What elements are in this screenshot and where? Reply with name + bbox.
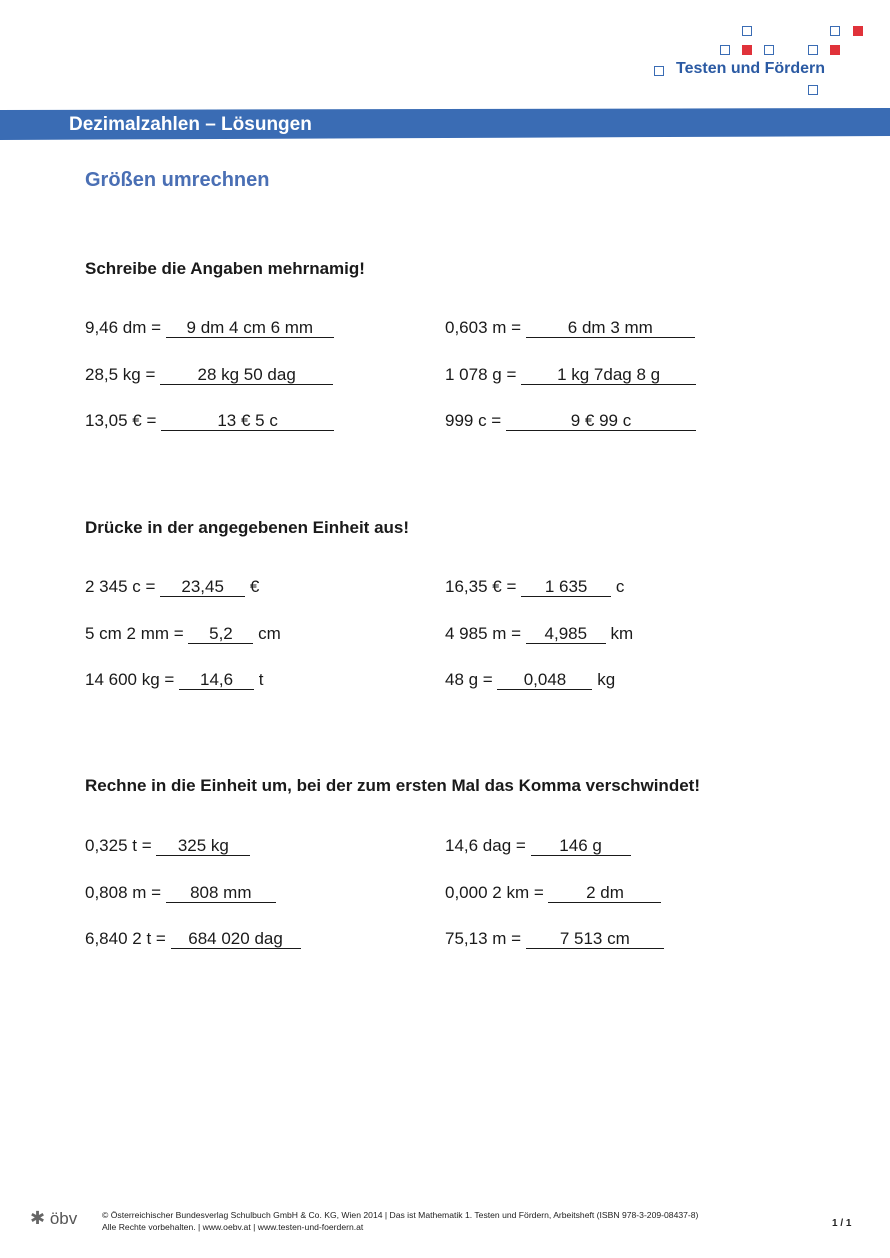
exercise-prompt: 5 cm 2 mm = [85,624,189,643]
exercise-item [445,835,631,857]
unit-label: c [611,577,625,596]
exercise-prompt: 75,13 m = [445,929,526,948]
exercise-item [85,835,250,857]
answer-field: 9 € 99 c [506,411,696,431]
exercise-prompt: 0,603 m = [445,318,526,337]
exercise-item [445,928,664,950]
exercise-prompt: 6,840 2 t = [85,929,171,948]
answer-field: 28 kg 50 dag [160,365,333,385]
answer-field: 13 € 5 c [161,411,334,431]
exercise-prompt: 999 c = [445,411,506,430]
answer-field: 2 dm [548,883,661,903]
exercise-item [85,410,334,432]
answer-field: 7 513 cm [526,929,664,949]
logo-square [830,26,840,36]
answer-field: 146 g [531,836,631,856]
footer-copyright [102,1209,698,1233]
answer-field: 1 635 [521,577,611,597]
answer-field: 14,6 [179,670,254,690]
logo-square-red [853,26,863,36]
exercise-prompt: 13,05 € = [85,411,162,430]
section-heading: Schreibe die Angaben mehrnamig! [85,259,365,278]
exercise-item [85,623,281,645]
footer-line: © Österreichischer Bundesverlag Schulbuch GmbH & Co. KG, Wien 2014 | Das ist Mathematik 1. Testen und Fördern, Arbeitsheft (ISBN 978-3-209-08437-8) [102,1210,699,1220]
unit-label: km [605,624,634,643]
exercise-prompt: 48 g = [445,670,498,689]
page-title: Dezimalzahlen – Lösungen [69,114,312,135]
logo-square-red [742,45,752,55]
exercise-prompt: 9,46 dm = [85,318,166,337]
asterisk-icon: ✱ [30,1208,46,1228]
logo-square [654,66,664,76]
exercise-item [445,576,624,598]
exercise-item [445,669,615,691]
exercise-item [445,623,633,645]
logo-square [720,45,730,55]
exercise-item [85,576,259,598]
exercise-item [85,317,334,339]
exercise-prompt: 0,808 m = [85,883,166,902]
answer-field: 5,2 [188,624,253,644]
answer-field: 684 020 dag [171,929,301,949]
exercise-item [445,410,696,432]
answer-field: 6 dm 3 mm [526,318,695,338]
section-heading: Drücke in der angegebenen Einheit aus! [85,518,410,537]
publisher-logo [30,1208,77,1229]
exercise-prompt: 0,325 t = [85,836,157,855]
exercise-item [445,317,695,339]
exercise-item [85,882,276,904]
unit-label: kg [592,670,616,689]
exercise-item [85,928,301,950]
answer-field: 4,985 [526,624,606,644]
logo-square [808,45,818,55]
answer-field: 325 kg [156,836,250,856]
unit-label: cm [253,624,281,643]
exercise-prompt: 4 985 m = [445,624,526,643]
answer-field: 9 dm 4 cm 6 mm [166,318,334,338]
logo-text: Testen und Fördern [676,60,826,77]
answer-field: 808 mm [166,883,276,903]
exercise-item [445,882,661,904]
exercise-item [445,364,696,386]
unit-label: t [254,670,264,689]
exercise-prompt: 16,35 € = [445,577,522,596]
exercise-prompt: 2 345 c = [85,577,161,596]
exercise-prompt: 0,000 2 km = [445,883,549,902]
unit-label: € [245,577,260,596]
page-number: 1 / 1 [832,1218,852,1229]
logo-square [742,26,752,36]
answer-field: 0,048 [497,670,592,690]
answer-field: 23,45 [160,577,245,597]
answer-field: 1 kg 7dag 8 g [521,365,696,385]
footer-line: Alle Rechte vorbehalten. | www.oebv.at | www.testen-und-foerdern.at [102,1222,364,1232]
exercise-item [85,669,264,691]
exercise-prompt: 14,6 dag = [445,836,531,855]
exercise-item [85,364,333,386]
page-subtitle: Größen umrechnen [85,169,270,191]
exercise-prompt: 28,5 kg = [85,365,161,384]
exercise-prompt: 14 600 kg = [85,670,180,689]
exercise-prompt: 1 078 g = [445,365,522,384]
section-heading: Rechne in die Einheit um, bei der zum ersten Mal das Komma verschwindet! [85,776,700,795]
logo-square-red [830,45,840,55]
logo-square [808,85,818,95]
publisher-logo-text: öbv [49,1209,78,1228]
logo-square [764,45,774,55]
